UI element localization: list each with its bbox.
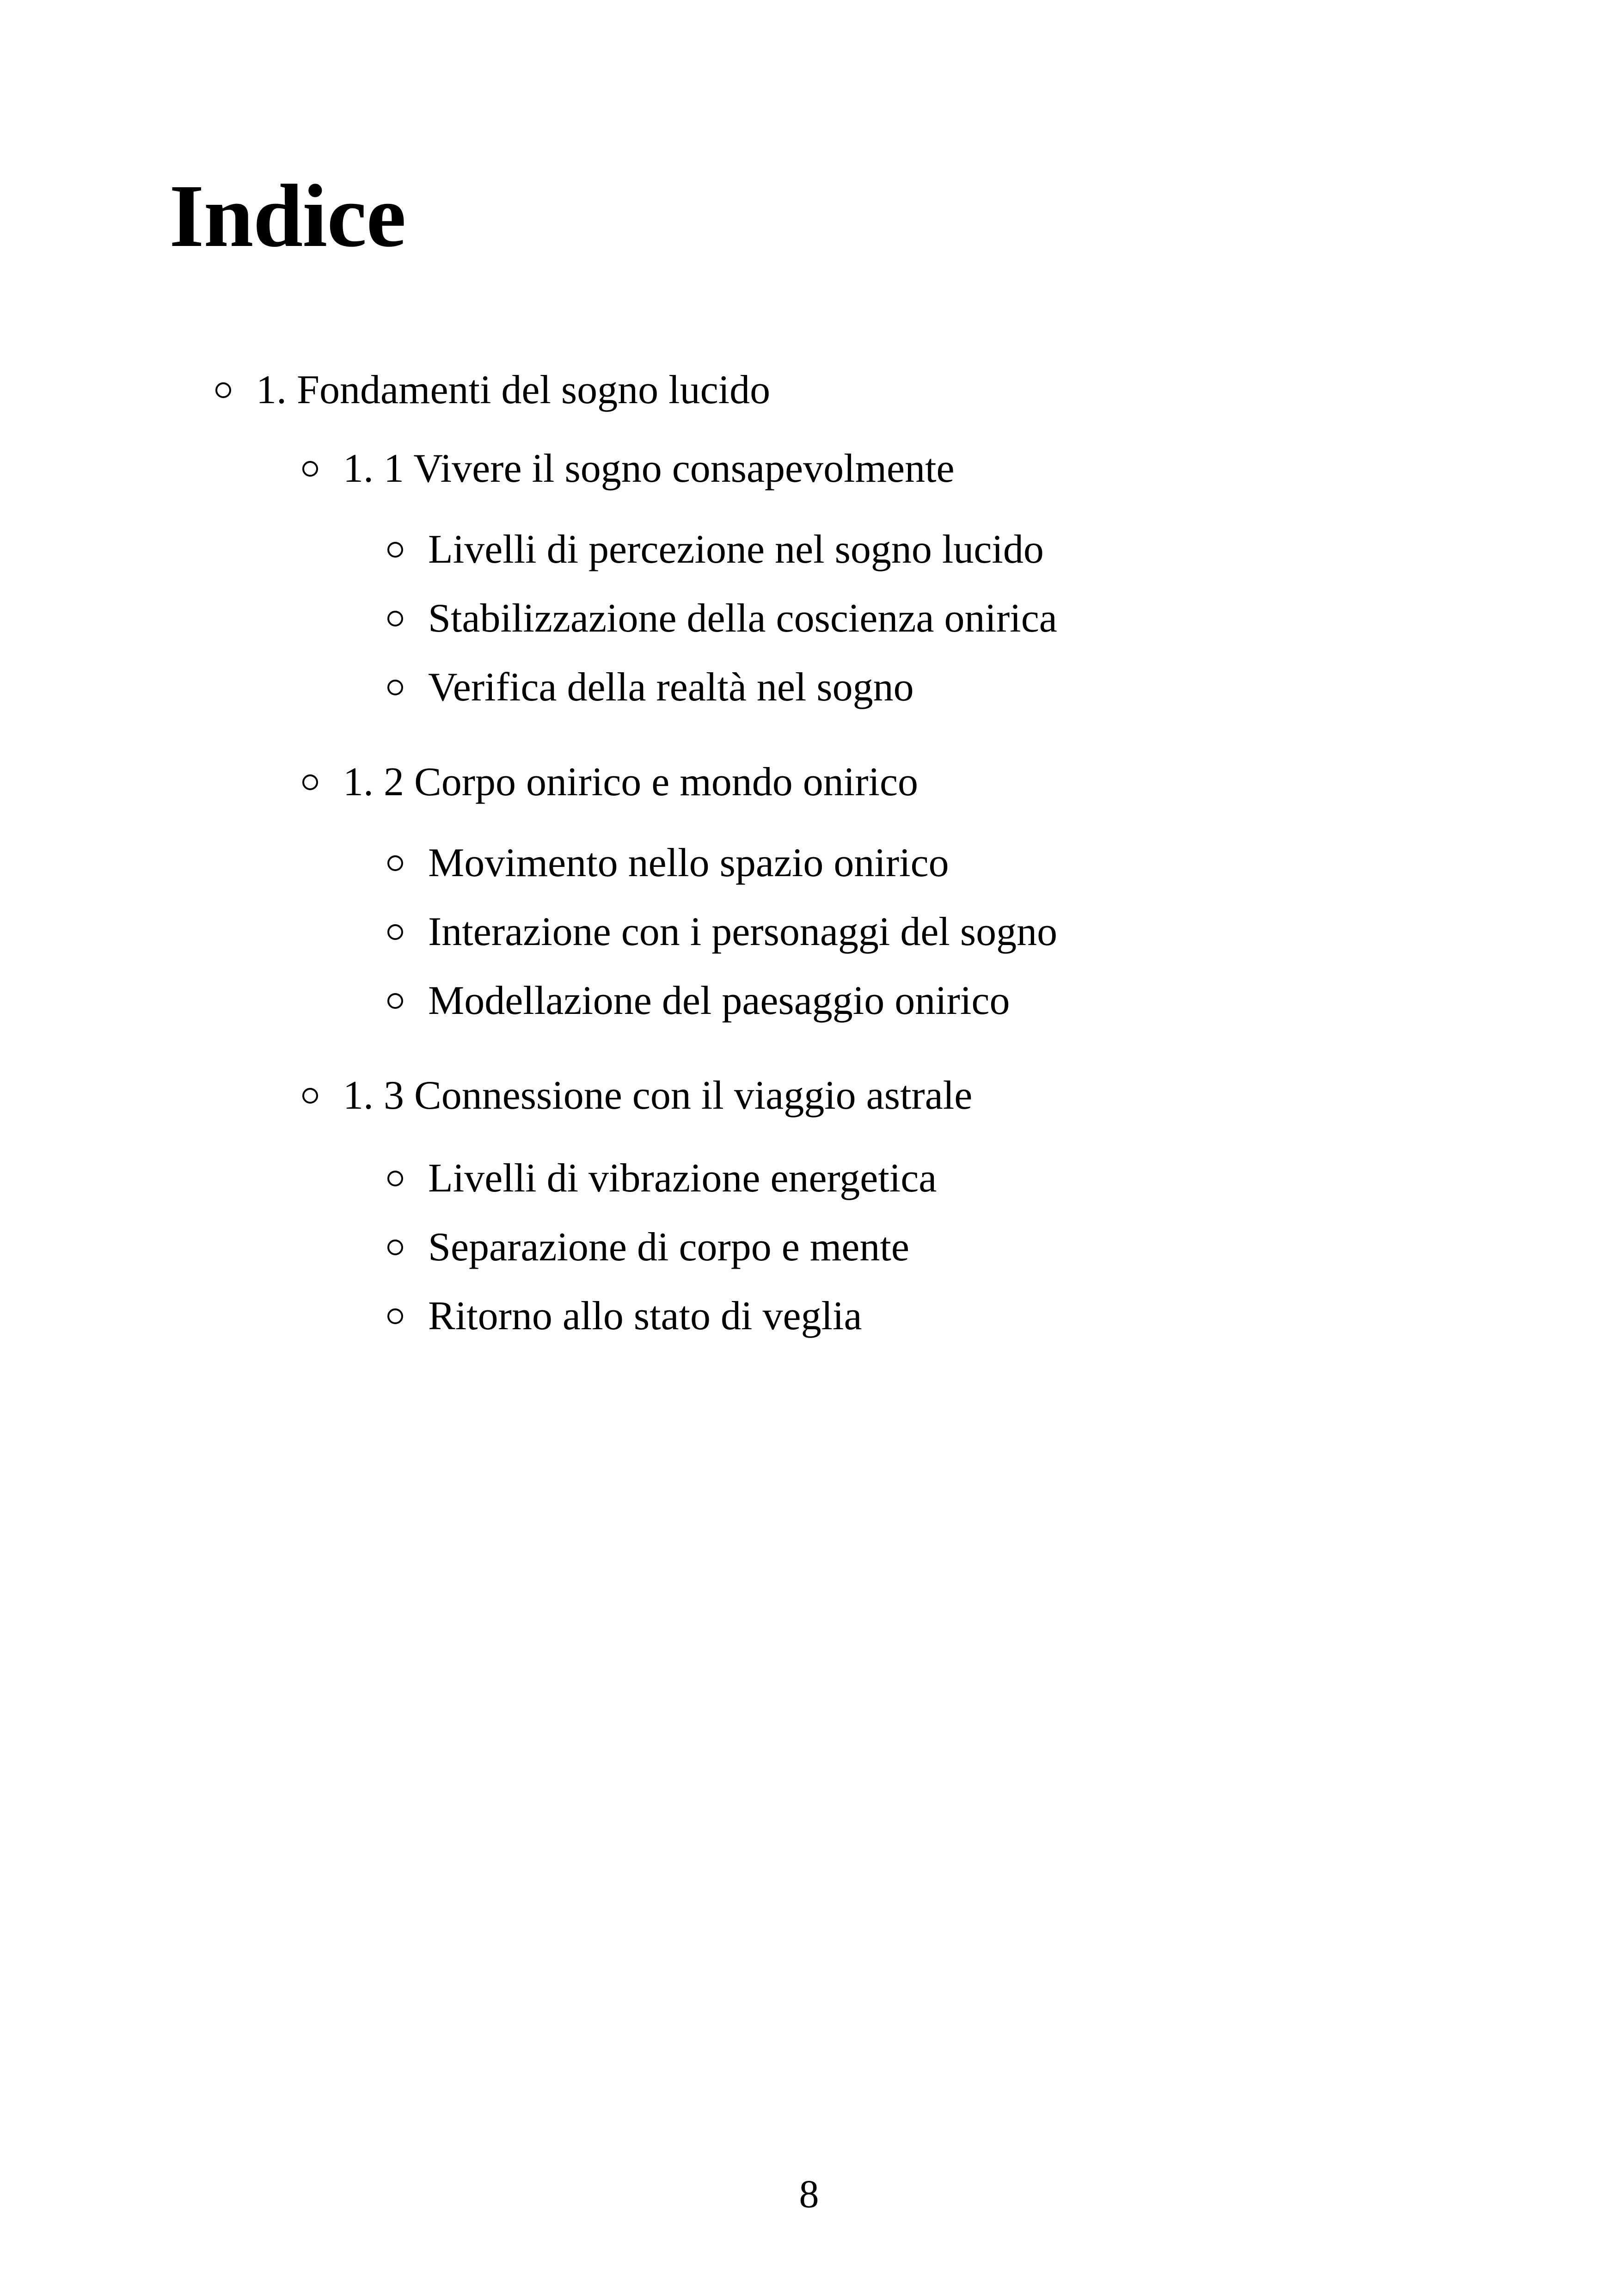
- toc-item-label: Livelli di vibrazione energetica: [428, 1156, 937, 1201]
- toc-item-label: Interazione con i personaggi del sogno: [428, 909, 1058, 954]
- toc-section-label: 1. 2 Corpo onirico e mondo onirico: [343, 760, 919, 804]
- circle-bullet-icon: [302, 461, 318, 477]
- circle-bullet-icon: [387, 1171, 403, 1186]
- circle-bullet-icon: [387, 611, 403, 626]
- toc-item-label: Ritorno allo stato di veglia: [428, 1294, 862, 1338]
- toc-chapter-label: 1. Fondamenti del sogno lucido: [256, 368, 771, 412]
- page-number: 8: [799, 2172, 819, 2216]
- toc-item[interactable]: [387, 843, 949, 884]
- toc-item-label: Stabilizzazione della coscienza onirica: [428, 596, 1057, 641]
- toc-item[interactable]: [387, 667, 914, 708]
- circle-bullet-icon: [302, 1088, 318, 1104]
- toc-item[interactable]: [387, 529, 1044, 570]
- circle-bullet-icon: [387, 1308, 403, 1324]
- circle-bullet-icon: [387, 542, 403, 558]
- toc-item[interactable]: [387, 909, 1058, 954]
- circle-bullet-icon: [387, 680, 403, 695]
- toc-item-label: Verifica della realtà nel sogno: [428, 665, 914, 710]
- circle-bullet-icon: [387, 993, 403, 1009]
- toc-item[interactable]: [387, 978, 1010, 1023]
- circle-bullet-icon: [302, 774, 318, 790]
- page-title: Indice: [169, 166, 406, 265]
- toc-section-1-2[interactable]: [302, 762, 918, 803]
- toc-chapter-1[interactable]: [215, 370, 770, 411]
- toc-section-1-3[interactable]: [302, 1075, 972, 1116]
- circle-bullet-icon: [387, 924, 403, 940]
- circle-bullet-icon: [387, 1240, 403, 1255]
- toc-item-label: Movimento nello spazio onirico: [428, 841, 949, 885]
- circle-bullet-icon: [387, 855, 403, 871]
- toc-item[interactable]: [387, 598, 1057, 639]
- toc-section-label: 1. 1 Vivere il sogno consapevolmente: [343, 446, 955, 491]
- toc-item-label: Separazione di corpo e mente: [428, 1225, 909, 1270]
- toc-section-label: 1. 3 Connessione con il viaggio astrale: [343, 1073, 973, 1118]
- toc-item[interactable]: [387, 1296, 862, 1337]
- toc-item-label: Modellazione del paesaggio onirico: [428, 978, 1010, 1023]
- toc-item[interactable]: [387, 1227, 909, 1268]
- toc-item-label: Livelli di percezione nel sogno lucido: [428, 527, 1044, 572]
- circle-bullet-icon: [215, 382, 231, 398]
- toc-item[interactable]: [387, 1158, 937, 1199]
- toc-section-1-1[interactable]: [302, 448, 955, 489]
